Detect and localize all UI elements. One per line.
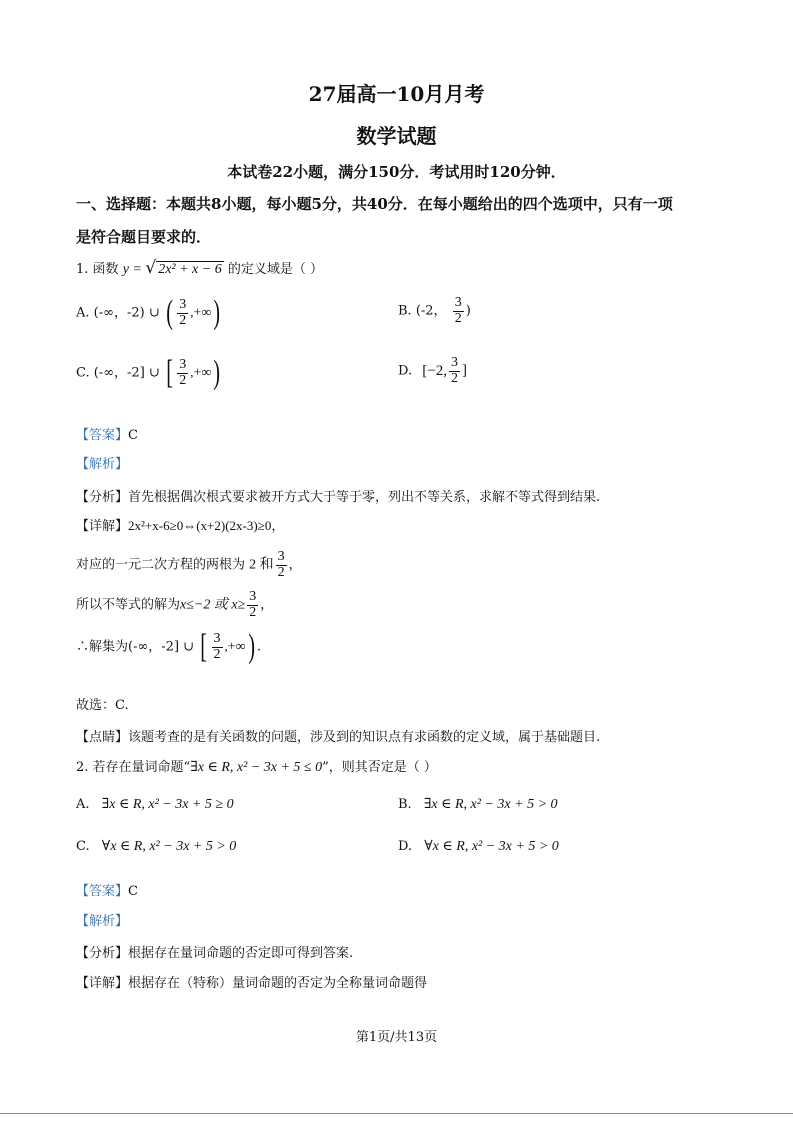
roots-pre: 对应的一元二次方程的两根为 bbox=[76, 557, 246, 573]
inf-symbol: +∞ bbox=[193, 365, 212, 381]
option-label: B. bbox=[398, 797, 412, 812]
xiangjie-text: 2x²+x-6≥0⇔(x+2)(2x-3)≥0， bbox=[128, 518, 285, 533]
frac-den: 2 bbox=[179, 312, 187, 328]
page-footer: 第1页/共13页 bbox=[355, 1030, 438, 1045]
left-paren-icon: ( bbox=[166, 294, 173, 331]
fenxi-tag: 【分析】 bbox=[76, 490, 129, 505]
option-text: ∃x ∈ R, x² − 3x + 5 > 0 bbox=[423, 797, 558, 812]
sol-post: ， bbox=[260, 597, 274, 613]
q2-option-b bbox=[398, 796, 558, 813]
option-text: ∃x ∈ R, x² − 3x + 5 ≥ 0 bbox=[101, 797, 234, 812]
frac-num: 3 bbox=[450, 355, 458, 370]
q2-answer bbox=[76, 880, 138, 899]
q1-option-d-left: [−2, bbox=[422, 362, 447, 379]
q1-fenxi bbox=[76, 486, 600, 505]
frac-num: 3 bbox=[249, 589, 257, 604]
xiangjie-text: 根据存在（特称）量词命题的否定为全称量词命题得 bbox=[128, 976, 428, 991]
q1-radicand: 2x² + x − 6 bbox=[158, 262, 222, 277]
inf-symbol: +∞ bbox=[193, 305, 212, 321]
q2-fenxi bbox=[76, 942, 353, 961]
frac-den: 2 bbox=[454, 310, 462, 326]
frac-den: 2 bbox=[179, 372, 187, 388]
q1-option-d-right: ] bbox=[461, 362, 467, 379]
frac-den: 2 bbox=[249, 604, 257, 620]
section1-heading-line2: 是符合题目要求的． bbox=[76, 228, 212, 246]
page-bottom-divider bbox=[0, 1113, 793, 1114]
inf-symbol: +∞ bbox=[227, 639, 246, 655]
frac-num: 3 bbox=[213, 630, 221, 646]
roots-post: ， bbox=[288, 557, 302, 573]
right-paren-icon: ) bbox=[247, 628, 255, 665]
q1-option-d bbox=[398, 356, 467, 386]
answer-tag: 【答案】 bbox=[76, 884, 129, 899]
q2-suffix: ”，则其否定是（ ） bbox=[322, 760, 437, 775]
q1-suffix: 的定义域是（ ） bbox=[227, 262, 324, 277]
answer-value: C bbox=[128, 884, 138, 899]
sol-math: x≤−2 或 x≥ bbox=[180, 597, 246, 613]
option-text: ∀x ∈ R, x² − 3x + 5 > 0 bbox=[101, 839, 237, 854]
left-bracket-icon: [ bbox=[200, 628, 208, 665]
q2-analysis-tag: 【解析】 bbox=[76, 914, 129, 929]
q1-answer bbox=[76, 424, 138, 443]
dianjing-tag: 【点睛】 bbox=[76, 730, 129, 745]
fenxi-text: 首先根据偶次根式要求被开方式大于等于零，列出不等关系，求解不等式得到结果. bbox=[128, 490, 601, 505]
q1-set-line: ∴解集为(-∞，-2] ∪ [ $\frac{3}{2}$ ,+∞) . bbox=[76, 628, 262, 665]
frac-den: 2 bbox=[450, 370, 458, 386]
xiangjie-tag: 【详解】 bbox=[76, 519, 129, 534]
q2-proposition: ∃x ∈ R, x² − 3x + 5 ≤ 0 bbox=[190, 760, 323, 775]
right-paren-icon: ) bbox=[213, 294, 221, 331]
q1-option-b-post: ) bbox=[465, 303, 471, 319]
q2-option-c bbox=[76, 838, 236, 855]
fraction bbox=[177, 358, 188, 388]
option-label: A. bbox=[76, 797, 90, 812]
q2-prefix: 2. 若存在量词命题“ bbox=[76, 760, 191, 775]
q1-solution-line bbox=[76, 590, 273, 620]
q2-option-d bbox=[398, 838, 559, 855]
fraction bbox=[212, 632, 223, 662]
option-label: D. bbox=[398, 839, 413, 854]
q1-func-lhs: y = bbox=[122, 262, 146, 277]
q1-analysis-tag: 【解析】 bbox=[76, 457, 129, 472]
frac-num: 3 bbox=[179, 356, 187, 372]
q1-roots-line bbox=[76, 550, 302, 580]
sol-pre: 所以不等式的解为 bbox=[76, 597, 181, 613]
fenxi-text: 根据存在量词命题的否定即可得到答案. bbox=[128, 946, 354, 961]
sqrt-symbol-icon: √ bbox=[145, 258, 157, 278]
section1-heading-line1: 一、选择题：本题共8小题，每小题5分，共40分．在每小题给出的四个选项中，只有一项 bbox=[76, 195, 673, 213]
q1-dianjing bbox=[76, 726, 600, 745]
frac-num: 3 bbox=[179, 296, 187, 312]
answer-value: C bbox=[128, 428, 138, 443]
q1-option-a: A. (-∞，-2) ∪ ( $\frac{3}{2}$ ,+∞) bbox=[76, 294, 221, 331]
fraction bbox=[453, 296, 464, 326]
frac-den: 2 bbox=[277, 564, 285, 580]
exam-title: 27届高一10月月考 bbox=[308, 82, 485, 106]
frac-num: 3 bbox=[277, 549, 285, 564]
frac-num: 3 bbox=[454, 295, 462, 310]
exam-instructions: 本试卷22小题，满分150分．考试用时120分钟． bbox=[227, 163, 566, 181]
set-pre: ∴解集为(-∞，-2] ∪ bbox=[76, 639, 195, 655]
q1-option-b-pre: B. (-2， bbox=[398, 303, 447, 319]
dianjing-text: 该题考查的是有关函数的问题，涉及到的知识点有求函数的定义域，属于基础题目. bbox=[128, 730, 601, 745]
q1-option-d-pre: D. bbox=[398, 363, 413, 379]
q2-option-a bbox=[76, 796, 234, 813]
fraction bbox=[247, 590, 258, 620]
q1-choice: 故选：C. bbox=[76, 698, 129, 713]
q2-xiangjie bbox=[76, 972, 427, 991]
xiangjie-tag: 【详解】 bbox=[76, 976, 129, 991]
right-paren-icon: ) bbox=[213, 354, 221, 391]
answer-tag: 【答案】 bbox=[76, 428, 129, 443]
fenxi-tag: 【分析】 bbox=[76, 946, 129, 961]
roots-value: 2 和 bbox=[249, 557, 274, 573]
fraction bbox=[276, 550, 287, 580]
q1-option-c: C. (-∞，-2] ∪ [ $\frac{3}{2}$ ,+∞) bbox=[76, 354, 221, 391]
q1-option-a-pre: A. (-∞，-2) ∪ bbox=[76, 305, 160, 321]
left-bracket-icon: [ bbox=[166, 354, 174, 391]
fraction bbox=[449, 356, 460, 386]
fraction bbox=[177, 298, 188, 328]
q1-prefix: 1. 函数 bbox=[76, 262, 119, 277]
option-label: C. bbox=[76, 839, 90, 854]
q1-stem bbox=[76, 258, 323, 278]
set-post: . bbox=[257, 639, 262, 655]
q1-option-b bbox=[398, 296, 471, 326]
q2-stem bbox=[76, 756, 437, 776]
exam-subject: 数学试题 bbox=[356, 124, 437, 148]
frac-den: 2 bbox=[213, 646, 221, 662]
option-text: ∀x ∈ R, x² − 3x + 5 > 0 bbox=[424, 839, 559, 854]
q1-option-c-pre: C. (-∞，-2] ∪ bbox=[76, 365, 160, 381]
q1-xiangjie bbox=[76, 515, 284, 534]
